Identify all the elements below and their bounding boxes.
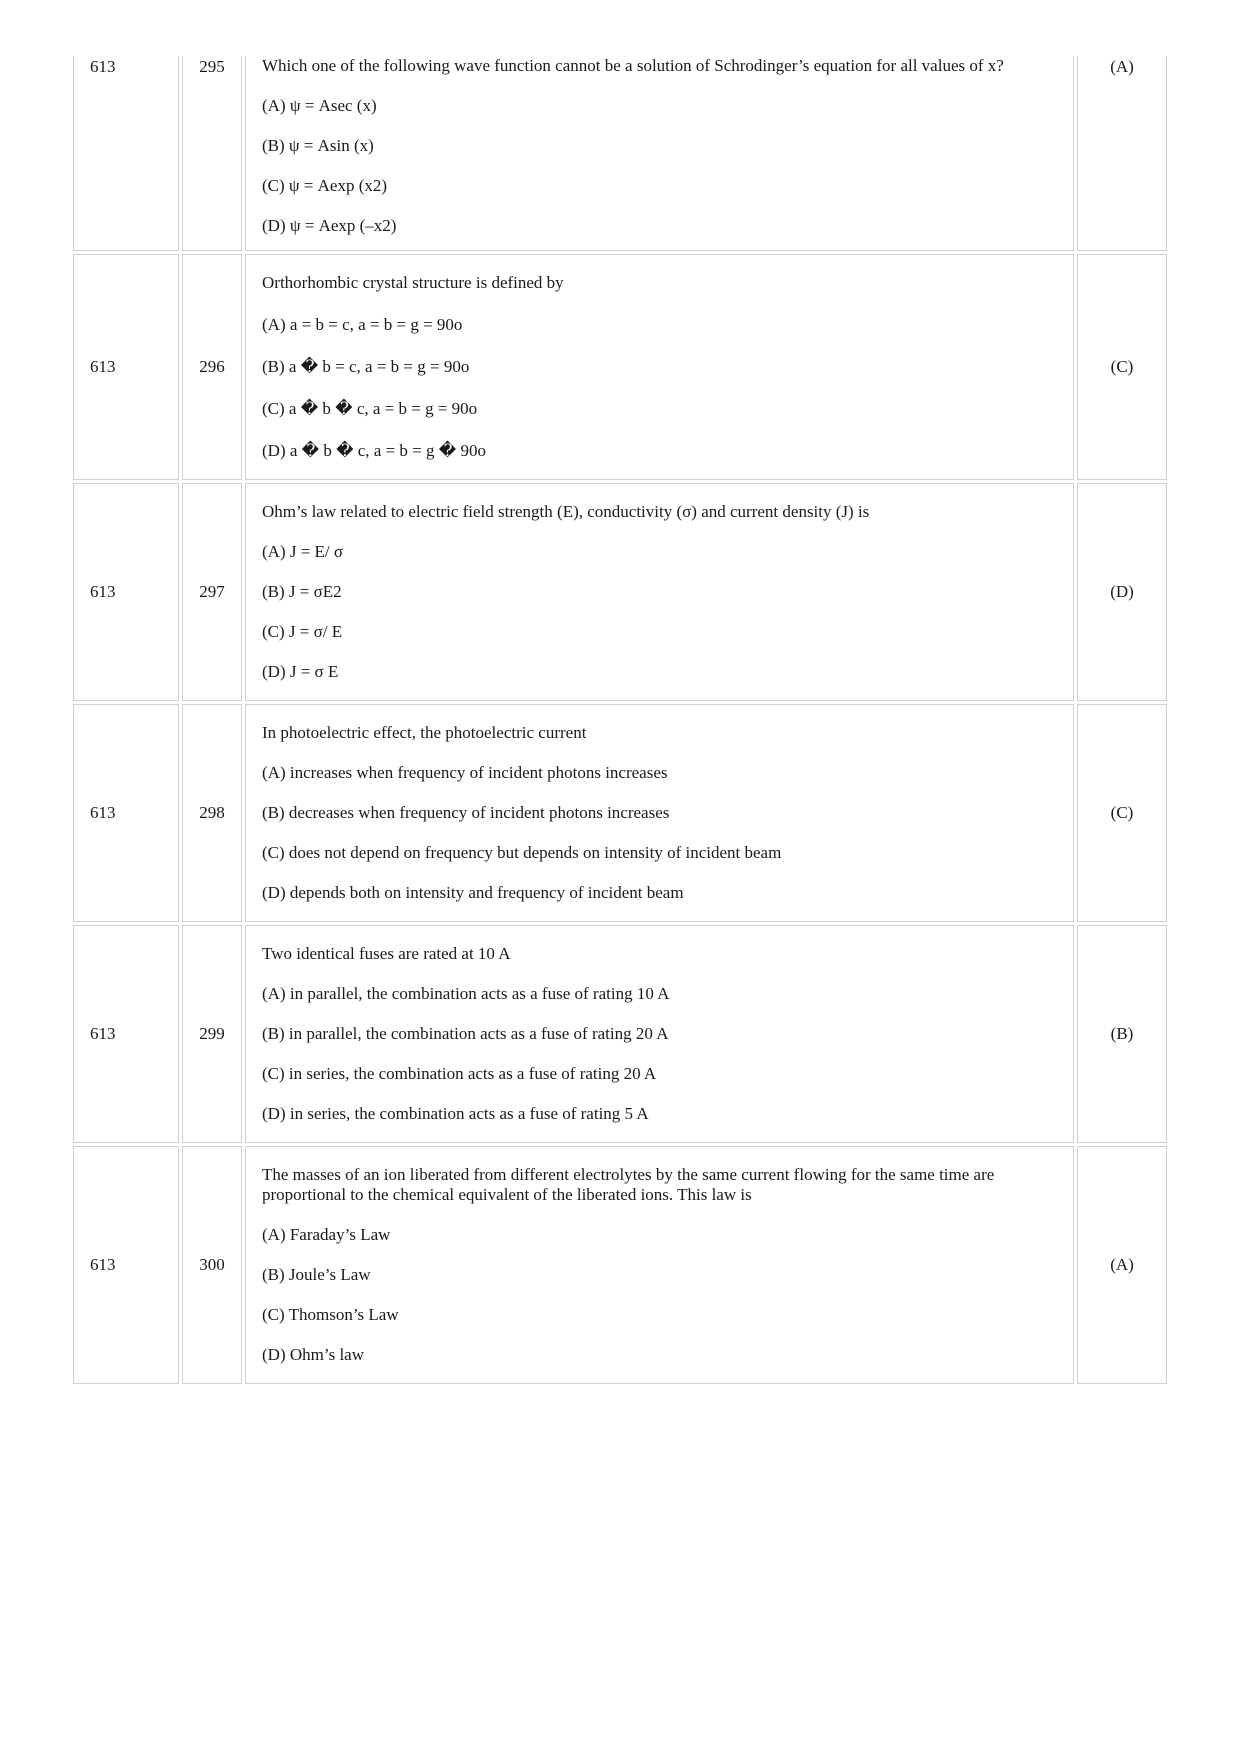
question-cell [245,925,1074,1143]
answer-cell [1077,483,1167,701]
option-a: (A) in parallel, the combination acts as a fuse of rating 10 A [262,984,670,1003]
answer-cell [1077,254,1167,480]
question-cell [245,1146,1074,1384]
question-cell [245,56,1074,251]
question-number-cell [182,483,242,701]
question-cell [245,704,1074,922]
table-row [73,254,1167,480]
question-table [70,53,1170,1387]
option-a: (A) increases when frequency of incident photons increases [262,763,668,782]
question-text: Two identical fuses are rated at 10 A [262,944,511,963]
question-number: 297 [199,582,225,601]
option-b: (B) a � b = c, a = b = g = 90o [262,357,470,376]
question-number: 295 [199,57,225,76]
paper-code-cell [73,483,179,701]
question-text: The masses of an ion liberated from different electrolytes by the same current flowing for the same time are proportional to the chemical equivalent of the liberated ions. This law is [262,1165,995,1204]
paper-code: 613 [90,582,116,601]
option-a: (A) a = b = c, a = b = g = 90o [262,315,463,334]
option-c: (C) J = σ/ E [262,622,343,641]
question-number: 300 [199,1255,225,1274]
option-b: (B) ψ = Asin (x) [262,136,374,155]
table-row [73,704,1167,922]
paper-code: 613 [90,1024,116,1043]
question-number-cell [182,704,242,922]
option-a: (A) J = E/ σ [262,542,344,561]
paper-code-cell [73,1146,179,1384]
answer-key: (A) [1110,57,1134,76]
table-row [73,483,1167,701]
answer-cell [1077,925,1167,1143]
answer-key: (A) [1110,1255,1134,1274]
question-number-cell [182,254,242,480]
question-number-cell [182,1146,242,1384]
paper-code: 613 [90,803,116,822]
option-d: (D) a � b � c, a = b = g � 90o [262,441,486,460]
option-b: (B) Joule’s Law [262,1265,371,1284]
answer-key: (D) [1110,582,1134,601]
answer-cell [1077,1146,1167,1384]
option-b: (B) in parallel, the combination acts as a fuse of rating 20 A [262,1024,669,1043]
paper-code: 613 [90,1255,116,1274]
paper-code-cell [73,56,179,251]
option-d: (D) J = σ E [262,662,339,681]
table-row [73,925,1167,1143]
answer-cell [1077,56,1167,251]
option-b: (B) J = σE2 [262,582,342,601]
option-d: (D) depends both on intensity and frequency of incident beam [262,883,684,902]
question-text: In photoelectric effect, the photoelectric current [262,723,587,742]
option-list [262,984,1059,1124]
paper-code: 613 [90,357,116,376]
question-number-cell [182,925,242,1143]
option-d: (D) ψ = Aexp (–x2) [262,216,397,235]
option-d: (D) Ohm’s law [262,1345,364,1364]
option-c: (C) ψ = Aexp (x2) [262,176,388,195]
option-d: (D) in series, the combination acts as a fuse of rating 5 A [262,1104,649,1123]
option-a: (A) Faraday’s Law [262,1225,391,1244]
paper-code: 613 [90,57,116,76]
option-c: (C) Thomson’s Law [262,1305,399,1324]
question-number: 296 [199,357,225,376]
option-c: (C) does not depend on frequency but depends on intensity of incident beam [262,843,782,862]
table-row [73,56,1167,251]
answer-key: (C) [1110,357,1134,376]
option-c: (C) a � b � c, a = b = g = 90o [262,399,478,418]
question-text: Which one of the following wave function cannot be a solution of Schrodinger’s equation for all values of x? [262,56,1004,75]
answer-key: (B) [1110,1024,1134,1043]
option-list [262,542,1059,682]
question-number: 299 [199,1024,225,1043]
question-cell [245,483,1074,701]
paper-code-cell [73,254,179,480]
option-c: (C) in series, the combination acts as a fuse of rating 20 A [262,1064,657,1083]
table-row [73,1146,1167,1384]
answer-key: (C) [1110,803,1134,822]
option-list [262,1225,1059,1365]
paper-code-cell [73,704,179,922]
question-cell [245,254,1074,480]
option-a: (A) ψ = Asec (x) [262,96,377,115]
answer-cell [1077,704,1167,922]
option-list [262,96,1059,236]
paper-code-cell [73,925,179,1143]
question-number: 298 [199,803,225,822]
question-text: Ohm’s law related to electric field strength (E), conductivity (σ) and current density (J) is [262,502,870,521]
question-number-cell [182,56,242,251]
option-list [262,763,1059,903]
option-list [262,315,1059,461]
option-b: (B) decreases when frequency of incident photons increases [262,803,670,822]
question-text: Orthorhombic crystal structure is defined by [262,273,564,292]
